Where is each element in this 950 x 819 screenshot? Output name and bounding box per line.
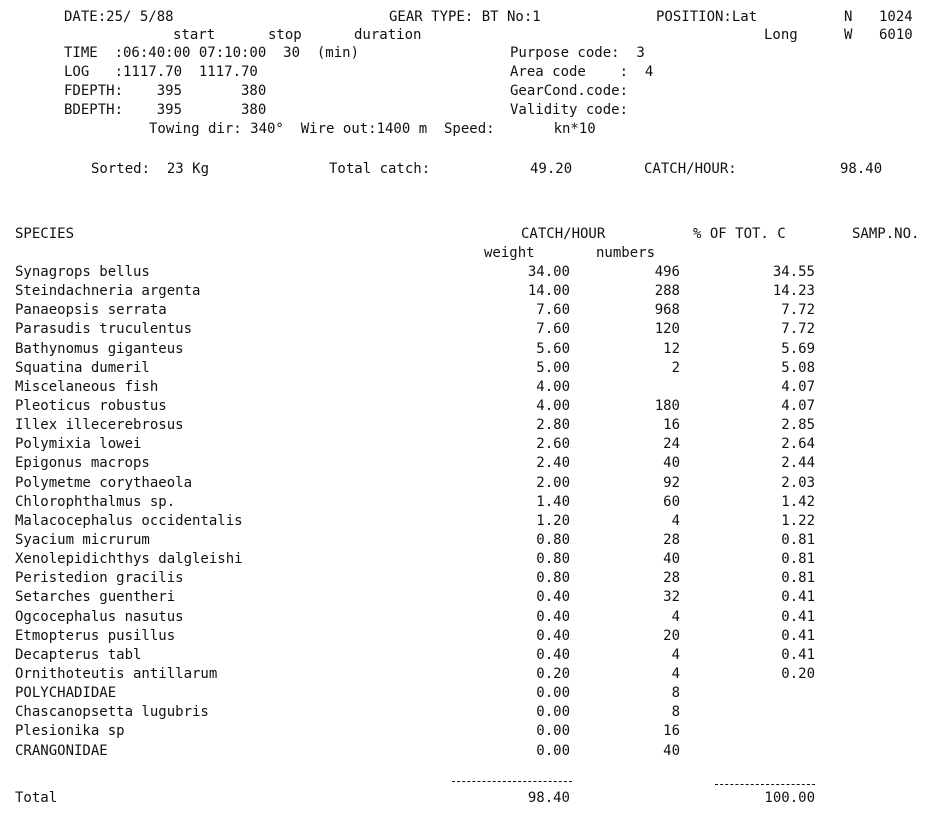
species-name: Ornithoteutis antillarum: [15, 666, 218, 682]
longitude-value: 6010: [879, 27, 913, 43]
species-name: Epigonus macrops: [15, 455, 150, 471]
numbers-value: 28: [663, 532, 680, 548]
percent-value: 0.41: [781, 647, 815, 663]
numbers-value: 180: [654, 398, 680, 414]
sorted-weight: Sorted: 23 Kg: [91, 161, 210, 177]
percent-value: 4.07: [781, 379, 815, 395]
weight-value: 0.00: [536, 704, 570, 720]
weight-value: 0.00: [536, 743, 570, 759]
species-name: CRANGONIDAE: [15, 743, 108, 759]
species-name: Setarches guentheri: [15, 589, 176, 605]
bdepth-row: BDEPTH: 395 380: [64, 102, 267, 118]
weight-value: 7.60: [536, 302, 570, 318]
sample-number-column-header: SAMP.NO.: [852, 226, 920, 242]
total-catch-label: Total catch:: [329, 161, 431, 177]
weight-value: 0.40: [536, 647, 570, 663]
percent-total-column-header: % OF TOT. C: [693, 226, 786, 242]
weight-value: 1.40: [536, 494, 570, 510]
species-name: POLYCHADIDAE: [15, 685, 117, 701]
numbers-value: 288: [654, 283, 680, 299]
species-name: Panaeopsis serrata: [15, 302, 167, 318]
numbers-value: 12: [663, 341, 680, 357]
weight-value: 0.40: [536, 609, 570, 625]
date-field: DATE:25/ 5/88: [64, 9, 174, 25]
numbers-value: 496: [654, 264, 680, 280]
species-name: Illex illecerebrosus: [15, 417, 184, 433]
species-name: Decapterus tabl: [15, 647, 142, 663]
weight-value: 0.80: [536, 551, 570, 567]
weight-value: 7.60: [536, 321, 570, 337]
numbers-value: 16: [663, 417, 680, 433]
weight-value: 5.60: [536, 341, 570, 357]
weight-value: 0.80: [536, 532, 570, 548]
percent-value: 2.85: [781, 417, 815, 433]
percent-value: 2.64: [781, 436, 815, 452]
weight-subheader: weight: [484, 245, 535, 261]
numbers-value: 120: [654, 321, 680, 337]
validity-code: Validity code:: [510, 102, 629, 118]
percent-value: 34.55: [772, 264, 815, 280]
weight-value: 0.20: [536, 666, 570, 682]
weight-value: 0.80: [536, 570, 570, 586]
numbers-value: 32: [663, 589, 680, 605]
species-name: Syacium micrurum: [15, 532, 150, 548]
species-name: Pleoticus robustus: [15, 398, 167, 414]
numbers-value: 4: [671, 609, 680, 625]
position-label: POSITION:Lat: [656, 9, 758, 25]
latitude-hemisphere: N: [844, 9, 853, 25]
species-name: Peristedion gracilis: [15, 570, 184, 586]
numbers-value: 60: [663, 494, 680, 510]
percent-value: 0.81: [781, 551, 815, 567]
percent-value: 5.08: [781, 360, 815, 376]
numbers-value: 28: [663, 570, 680, 586]
percent-value: 2.03: [781, 475, 815, 491]
percent-value: 0.81: [781, 570, 815, 586]
weight-value: 2.40: [536, 455, 570, 471]
weight-value: 0.40: [536, 628, 570, 644]
species-name: Etmopterus pusillus: [15, 628, 176, 644]
numbers-value: 16: [663, 723, 680, 739]
gear-type-field: GEAR TYPE: BT No:1: [389, 9, 541, 25]
species-name: Chlorophthalmus sp.: [15, 494, 176, 510]
species-name: Xenolepidichthys dalgleishi: [15, 551, 243, 567]
weight-value: 0.00: [536, 723, 570, 739]
fdepth-row: FDEPTH: 395 380: [64, 83, 267, 99]
time-row: TIME :06:40:00 07:10:00 30 (min): [64, 45, 360, 61]
towing-row: Towing dir: 340° Wire out:1400 m Speed: kn*10: [149, 121, 596, 137]
latitude-value: 1024: [879, 9, 913, 25]
species-name: Chascanopsetta lugubris: [15, 704, 209, 720]
weight-value: 5.00: [536, 360, 570, 376]
weight-value: 2.60: [536, 436, 570, 452]
catch-per-hour-label: CATCH/HOUR:: [644, 161, 737, 177]
weight-value: 1.20: [536, 513, 570, 529]
numbers-value: 4: [671, 513, 680, 529]
total-weight: 98.40: [527, 790, 570, 806]
percent-value: 2.44: [781, 455, 815, 471]
species-name: Plesionika sp: [15, 723, 125, 739]
stop-label: stop: [268, 27, 302, 43]
weight-value: 14.00: [527, 283, 570, 299]
numbers-value: 40: [663, 551, 680, 567]
weight-value: 0.40: [536, 589, 570, 605]
weight-value: 0.00: [536, 685, 570, 701]
area-code: Area code : 4: [510, 64, 654, 80]
percent-value: 0.20: [781, 666, 815, 682]
total-catch-value: 49.20: [530, 161, 573, 177]
percent-total-rule: [715, 784, 815, 785]
species-name: Steindachneria argenta: [15, 283, 201, 299]
percent-value: 7.72: [781, 321, 815, 337]
longitude-label: Long: [764, 27, 798, 43]
numbers-value: 92: [663, 475, 680, 491]
numbers-value: 4: [671, 647, 680, 663]
total-percent: 100.00: [764, 790, 815, 806]
species-name: Miscelaneous fish: [15, 379, 159, 395]
species-name: Bathynomus giganteus: [15, 341, 184, 357]
percent-value: 7.72: [781, 302, 815, 318]
percent-value: 0.41: [781, 628, 815, 644]
species-name: Synagrops bellus: [15, 264, 150, 280]
start-label: start: [173, 27, 216, 43]
purpose-code: Purpose code: 3: [510, 45, 645, 61]
species-name: Parasudis truculentus: [15, 321, 193, 337]
species-name: Squatina dumeril: [15, 360, 150, 376]
catch-hour-column-header: CATCH/HOUR: [521, 226, 606, 242]
percent-value: 1.42: [781, 494, 815, 510]
numbers-value: 2: [671, 360, 680, 376]
numbers-value: 40: [663, 455, 680, 471]
species-name: Malacocephalus occidentalis: [15, 513, 243, 529]
numbers-subheader: numbers: [596, 245, 656, 261]
weight-value: 2.00: [536, 475, 570, 491]
species-name: Polymixia lowei: [15, 436, 142, 452]
percent-value: 0.41: [781, 589, 815, 605]
gear-condition-code: GearCond.code:: [510, 83, 629, 99]
numbers-value: 968: [654, 302, 680, 318]
numbers-value: 24: [663, 436, 680, 452]
species-column-header: SPECIES: [15, 226, 75, 242]
numbers-value: 20: [663, 628, 680, 644]
species-name: Ogcocephalus nasutus: [15, 609, 184, 625]
percent-value: 14.23: [772, 283, 815, 299]
catch-per-hour-value: 98.40: [840, 161, 883, 177]
percent-value: 4.07: [781, 398, 815, 414]
weight-total-rule: [452, 781, 572, 782]
numbers-value: 4: [671, 666, 680, 682]
numbers-value: 40: [663, 743, 680, 759]
total-label: Total: [15, 790, 58, 806]
weight-value: 2.80: [536, 417, 570, 433]
duration-label: duration: [354, 27, 422, 43]
log-row: LOG :1117.70 1117.70: [64, 64, 258, 80]
percent-value: 5.69: [781, 341, 815, 357]
percent-value: 0.41: [781, 609, 815, 625]
numbers-value: 8: [671, 685, 680, 701]
weight-value: 4.00: [536, 398, 570, 414]
longitude-hemisphere: W: [844, 27, 853, 43]
weight-value: 34.00: [527, 264, 570, 280]
percent-value: 1.22: [781, 513, 815, 529]
weight-value: 4.00: [536, 379, 570, 395]
percent-value: 0.81: [781, 532, 815, 548]
numbers-value: 8: [671, 704, 680, 720]
species-name: Polymetme corythaeola: [15, 475, 193, 491]
